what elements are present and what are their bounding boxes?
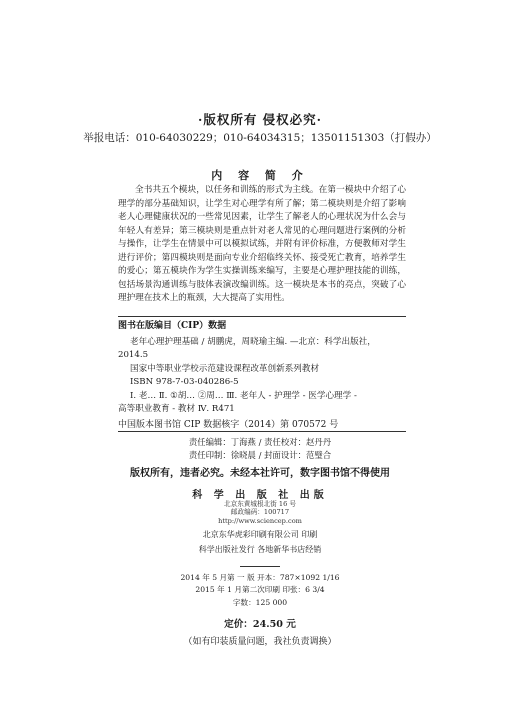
cip-line: ISBN 978-7-03-040286-5 — [130, 377, 239, 387]
rights-notice: 版权所有，违者必究。未经本社许可，数字图书馆不得使用 — [130, 468, 390, 479]
summary-body — [118, 184, 406, 306]
printing-line: 2015 年 1 月第二次印刷 印张：6 3/4 — [195, 585, 325, 594]
editors-line: 责任编辑：丁海燕 / 责任校对：赵丹丹 — [188, 437, 332, 447]
publisher-website: http://www.sciencep.com — [218, 517, 302, 525]
edition-rule — [240, 566, 280, 567]
cip-top-rule — [118, 316, 406, 317]
cip-line: 2014.5 — [118, 350, 149, 360]
cip-bottom-rule — [118, 431, 406, 432]
edition-line: 2014 年 5 月第 一 版 开本：787×1092 1/16 — [180, 573, 340, 582]
report-hotline: 举报电话：010-64030229；010-64034315；13501151303（打假办） — [83, 132, 437, 144]
cip-line: 高等职业教育 - 教材 Ⅳ. R471 — [118, 404, 235, 414]
cip-line: 国家中等职业学校示范建设课程改革创新系列教材 — [130, 363, 320, 374]
price: 定价：24.50 元 — [224, 619, 296, 630]
production-line: 责任印制：徐晓晨 / 封面设计：范璧合 — [188, 450, 332, 460]
cip-number: 中国版本图书馆 CIP 数据核字（2014）第 070572 号 — [118, 419, 339, 430]
cip-line: Ⅰ. 老… Ⅱ. ①胡… ②周… Ⅲ. 老年人 - 护理学 - 医学心理学 - — [130, 390, 357, 401]
cip-line: 老年心理护理基础 / 胡鹏虎，周晓瑜主编. —北京：科学出版社， — [130, 336, 376, 347]
copyright-notice: ·版权所有 侵权必究· — [197, 112, 323, 127]
summary-title: 内 容 简 介 — [211, 169, 309, 182]
defect-note: （如有印装质量问题，我社负责调换） — [183, 637, 337, 647]
word-count: 字数：125 000 — [232, 598, 288, 607]
publisher-address: 北京东黄城根北街 16 号 — [224, 500, 296, 508]
cip-heading: 图书在版编目（CIP）数据 — [118, 321, 227, 331]
publisher-name: 科 学 出 版 社 出版 — [192, 490, 328, 501]
printer-line: 北京东华虎彩印刷有限公司 印刷 — [202, 530, 318, 539]
distributor-line: 科学出版社发行 各地新华书店经销 — [198, 545, 322, 554]
summary-text: 全书共五个模块，以任务和训练的形式为主线。在第一模块中介绍了心理学的部分基础知识，让学生对心理学有所了解；第二模块则是介绍了影响老人心理健康状况的一些常见因素，让学生了解老人的心理状况为什么会与年轻人有差异；第三模块则是重点针对老人常见的心理问题进行案例的分析与操作，让学生在情景中可以模拟试练，并附有评价标准，方便教师对学生进行评价；第四模块则是面向专业介绍临终关怀、接受死亡教育，培养学生的爱心；第五模块作为学生实操训练来编写，主要是心理护理技能的训练，包括场景沟通训练与肢体表演改编训练。这一模块是本书的亮点，突破了心理护理在技术上的瓶颈，大大提高了实用性。 — [118, 185, 406, 303]
publisher-postcode: 邮政编码：100717 — [230, 508, 290, 516]
cip-data-block — [118, 320, 408, 432]
